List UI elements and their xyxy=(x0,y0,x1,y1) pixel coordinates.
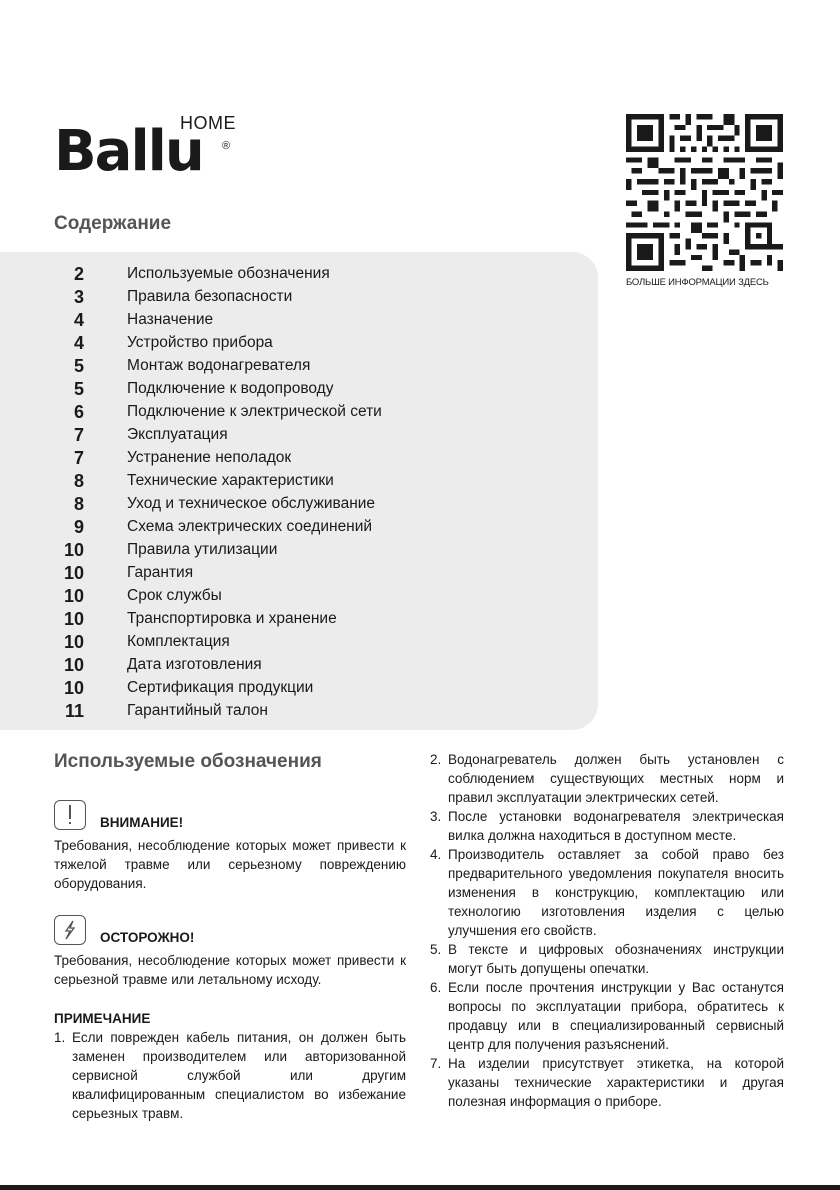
toc-page-number: 10 xyxy=(63,586,84,606)
note-text: Если после прочтения инструкции у Вас останутся вопросы по эксплуатации прибора, обратитесь к продавцу или в специализированный сервисный центр для получения разъяснений. xyxy=(448,980,784,1052)
toc-page-number: 9 xyxy=(73,517,84,537)
toc-page-number: 11 xyxy=(64,701,84,721)
toc-item[interactable] xyxy=(0,470,598,493)
toc-label: Дата изготовления xyxy=(127,656,262,673)
caution-notice xyxy=(54,915,406,989)
toc-item[interactable] xyxy=(0,286,598,309)
toc-label: Транспортировка и хранение xyxy=(127,610,337,627)
toc-label: Эксплуатация xyxy=(127,426,228,443)
note-item xyxy=(430,1054,784,1111)
note-number: 1. xyxy=(54,1030,66,1045)
caution-text: Требования, несоблюдение которых может привести к серьезной травме или летальному исходу. xyxy=(54,953,406,987)
toc-item[interactable] xyxy=(0,608,598,631)
toc-page-number: 6 xyxy=(73,402,84,422)
note-text: После установки водонагревателя электрическая вилка должна находиться в доступном месте. xyxy=(448,809,784,843)
qr-code-icon[interactable] xyxy=(626,114,783,271)
note-number: 4. xyxy=(430,847,442,862)
toc-item[interactable] xyxy=(0,516,598,539)
toc-page-number: 7 xyxy=(73,425,84,445)
toc-label: Устранение неполадок xyxy=(127,449,292,466)
note-text: На изделии присутствует этикетка, на которой указаны технические характеристики и другая полезная информация о приборе. xyxy=(448,1056,784,1109)
bottom-rule xyxy=(0,1185,840,1190)
note-item xyxy=(54,1028,406,1123)
attention-text: Требования, несоблюдение которых может привести к тяжелой травме или серьезному повреждению оборудования. xyxy=(54,838,406,891)
toc-item[interactable] xyxy=(0,700,598,723)
note-item xyxy=(430,978,784,1054)
toc-page-number: 8 xyxy=(73,494,84,514)
note-item xyxy=(430,845,784,940)
toc-label: Комплектация xyxy=(127,633,230,650)
toc-label: Гарантийный талон xyxy=(127,702,268,719)
toc-page-number: 8 xyxy=(73,471,84,491)
brand-logo xyxy=(54,110,244,185)
note-item xyxy=(430,750,784,807)
toc-item[interactable] xyxy=(0,401,598,424)
toc-page-number: 10 xyxy=(63,609,84,629)
toc-item[interactable] xyxy=(0,539,598,562)
toc-label: Гарантия xyxy=(127,564,194,581)
toc-list xyxy=(0,263,598,723)
notes-list-left xyxy=(54,1028,406,1123)
toc-item[interactable] xyxy=(0,378,598,401)
toc-title: Содержание xyxy=(54,213,172,234)
note-number: 7. xyxy=(430,1056,442,1071)
note-text: Водонагреватель должен быть установлен с соблюдением существующих местных норм и правил эксплуатации электрических сетей. xyxy=(448,752,784,805)
toc-page-number: 10 xyxy=(63,678,84,698)
toc-label: Схема электрических соединений xyxy=(127,518,373,535)
notes-list-right xyxy=(430,750,784,1111)
toc-item[interactable] xyxy=(0,631,598,654)
toc-page-number: 10 xyxy=(63,540,84,560)
exclamation-icon xyxy=(54,800,86,830)
toc-page-number: 10 xyxy=(63,563,84,583)
toc-item[interactable] xyxy=(0,493,598,516)
toc-page-number: 10 xyxy=(63,655,84,675)
toc-page-number: 10 xyxy=(63,632,84,652)
toc-page-number: 5 xyxy=(73,356,84,376)
toc-label: Уход и техническое обслуживание xyxy=(127,495,376,512)
toc-item[interactable] xyxy=(0,562,598,585)
note-heading: ПРИМЕЧАНИЕ xyxy=(54,1011,151,1026)
toc-page-number: 4 xyxy=(73,333,84,353)
note-text: Производитель оставляет за собой право без предварительного уведомления покупателя вносить изменения в конструкцию, комплектацию или технологию изготовления изделия с целью улучшения его свойств. xyxy=(448,847,784,938)
toc-label: Подключение к электрической сети xyxy=(127,403,382,420)
caution-heading: ОСТОРОЖНО! xyxy=(100,930,195,945)
toc-label: Подключение к водопроводу xyxy=(127,380,334,397)
qr-caption: БОЛЬШЕ ИНФОРМАЦИИ ЗДЕСЬ xyxy=(626,277,769,288)
toc-page-number: 4 xyxy=(73,310,84,330)
note-number: 5. xyxy=(430,942,442,957)
toc-label: Монтаж водонагревателя xyxy=(127,357,311,374)
toc-item[interactable] xyxy=(0,654,598,677)
brand-sub: HOME xyxy=(180,113,236,133)
toc-label: Правила безопасности xyxy=(127,288,293,305)
toc-item[interactable] xyxy=(0,309,598,332)
toc-label: Устройство прибора xyxy=(127,334,273,351)
lightning-icon xyxy=(54,915,86,945)
note-number: 6. xyxy=(430,980,442,995)
toc-item[interactable] xyxy=(0,585,598,608)
attention-notice xyxy=(54,800,406,893)
left-column xyxy=(54,750,406,1123)
note-item xyxy=(430,940,784,978)
toc-label: Срок службы xyxy=(127,587,222,604)
brand-name: Ballu xyxy=(54,119,203,184)
toc-label: Назначение xyxy=(127,311,214,328)
toc-item[interactable] xyxy=(0,677,598,700)
section-title: Используемые обозначения xyxy=(54,751,322,772)
note-item xyxy=(430,807,784,845)
toc-label: Правила утилизации xyxy=(127,541,278,558)
toc-item[interactable] xyxy=(0,332,598,355)
toc-label: Используемые обозначения xyxy=(127,265,330,282)
toc-item[interactable] xyxy=(0,447,598,470)
right-column xyxy=(430,750,784,1111)
toc-page-number: 3 xyxy=(73,287,84,307)
attention-heading: ВНИМАНИЕ! xyxy=(100,815,184,830)
note-number: 2. xyxy=(430,752,442,767)
toc-item[interactable] xyxy=(0,263,598,286)
note-text: В тексте и цифровых обозначениях инструкции могут быть допущены опечатки. xyxy=(448,942,784,976)
toc-item[interactable] xyxy=(0,424,598,447)
toc-page-number: 5 xyxy=(73,379,84,399)
brand-registered-mark: ® xyxy=(222,140,231,152)
toc-page-number: 2 xyxy=(73,264,84,284)
toc-item[interactable] xyxy=(0,355,598,378)
note-text: Если поврежден кабель питания, он должен быть заменен производителем или авторизованной сервисной службой или другим квалифицированным специалистом во избежание серьезных травм. xyxy=(72,1030,406,1121)
toc-label: Технические характеристики xyxy=(127,472,334,489)
toc-page-number: 7 xyxy=(73,448,84,468)
note-number: 3. xyxy=(430,809,442,824)
toc-label: Сертификация продукции xyxy=(127,679,314,696)
